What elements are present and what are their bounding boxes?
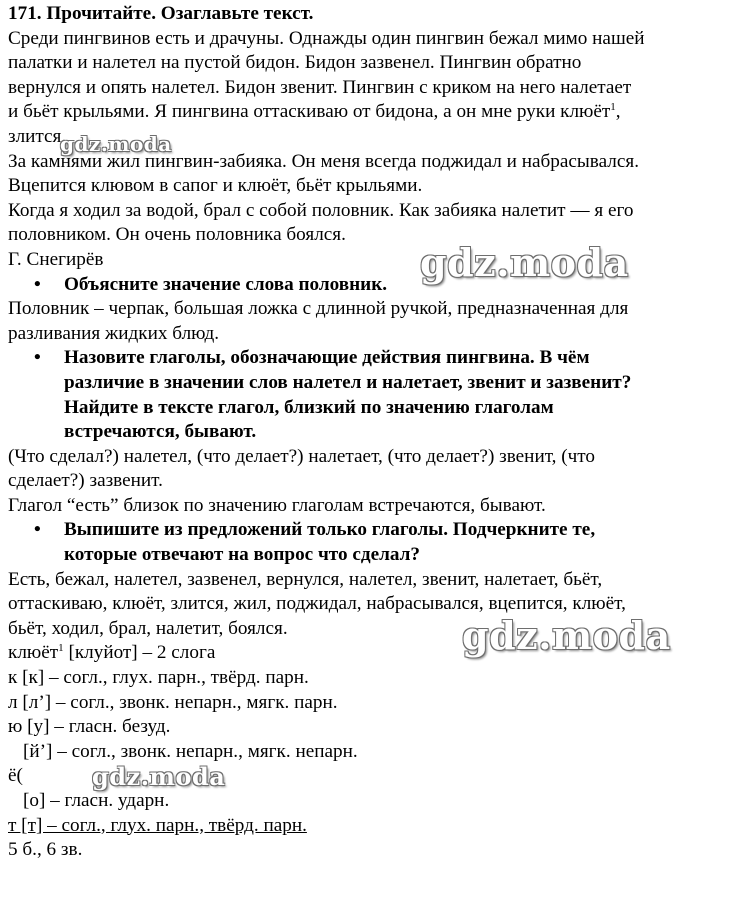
question-text: встречаются, бывают. [64,421,257,443]
phonetic-line: [й’] – согл., звонк. непарн., мягк. непарн. [23,740,358,762]
story-line: Среди пингвинов есть и драчуны. Однажды один пингвин бежал мимо нашей [8,27,645,49]
story-line: злится. [8,125,67,147]
phonetic-line: л [л’] – согл., звонк. непарн., мягк. парн. [8,691,338,713]
watermark: gdz.moda [420,240,629,285]
answer-line: оттаскиваю, клюёт, злится, жил, поджидал, набрасывался, вцепится, клюёт, [8,593,626,615]
bullet-icon: • [34,273,41,295]
question-text: Назовите глаголы, обозначающие действия пингвина. В чём [64,347,590,369]
story-line: вернулся и опять налетел. Бидон звенит. Пингвин с криком на него налетает [8,76,632,98]
footnote-mark: 1 [610,101,616,114]
story-line: палатки и налетел на пустой бидон. Бидон зазвенел. Пингвин обратно [8,52,582,74]
story-author: Г. Снегирёв [8,248,104,270]
question-text: различие в значении слов налетел и налетает, звенит и зазвенит? [64,371,632,393]
question-text: Выпишите из предложений только глаголы. Подчеркните те, [64,519,596,541]
footnote-mark: 1 [58,642,64,655]
phonetic-line: ю [у] – гласн. безуд. [8,716,171,738]
question-text: Найдите в тексте глагол, близкий по значению глаголам [64,396,554,418]
watermark: gdz.moda [92,762,226,791]
question-text: Объясните значение слова половник. [64,273,388,295]
answer-line: сделает?) зазвенит. [8,470,163,492]
bullet-icon: • [34,347,41,369]
answer-line: Половник – черпак, большая ложка с длинной ручкой, предназначенная для [8,298,629,320]
story-line [8,100,724,125]
answer-line: (Что сделал?) налетел, (что делает?) налетает, (что делает?) звенит, (что [8,445,596,467]
phonetic-summary: 5 б., 6 зв. [8,839,83,861]
answer-line: разливания жидких блюд. [8,322,220,344]
question-3 [8,518,724,543]
story-line: Вцепится клювом в сапог и клюёт, бьёт крыльями. [8,175,423,197]
question-text: которые отвечают на вопрос что сделал? [64,544,420,566]
watermark: gdz.moda [60,132,172,156]
phonetic-transcription: [клуйот] – 2 слога [63,642,216,664]
phonetic-line: к [к] – согл., глух. парн., твёрд. парн. [8,667,309,689]
answer-line: Есть, бежал, налетел, зазвенел, вернулся, налетел, звенит, налетает, бьёт, [8,568,603,590]
phonetic-line: т [т] – согл., глух. парн., твёрд. парн. [8,814,307,836]
bullet-icon: • [34,519,41,541]
watermark: gdz.moda [462,613,671,658]
answer-line: бьёт, ходил, брал, налетит, боялся. [8,617,288,639]
phonetic-line: ё( [8,765,23,787]
phonetic-line: [о] – гласн. ударн. [23,790,170,811]
question-2 [8,346,724,371]
story-line: половником. Он очень половника боялся. [8,224,346,246]
story-line-tail: , [615,101,621,123]
phonetic-word: клюёт [8,642,59,664]
answer-line: Глагол “есть” близок по значению глаголам встречаются, бывают. [8,494,546,516]
story-line: За камнями жил пингвин-забияка. Он меня всегда поджидал и набрасывался. [8,150,639,172]
story-line-text: и бьёт крыльями. Я пингвина оттаскиваю от бидона, а он мне руки клюёт [8,101,611,123]
story-line: Когда я ходил за водой, брал с собой половник. Как забияка налетит — я его [8,199,634,221]
task-title: 171. Прочитайте. Озаглавьте текст. [8,3,314,24]
